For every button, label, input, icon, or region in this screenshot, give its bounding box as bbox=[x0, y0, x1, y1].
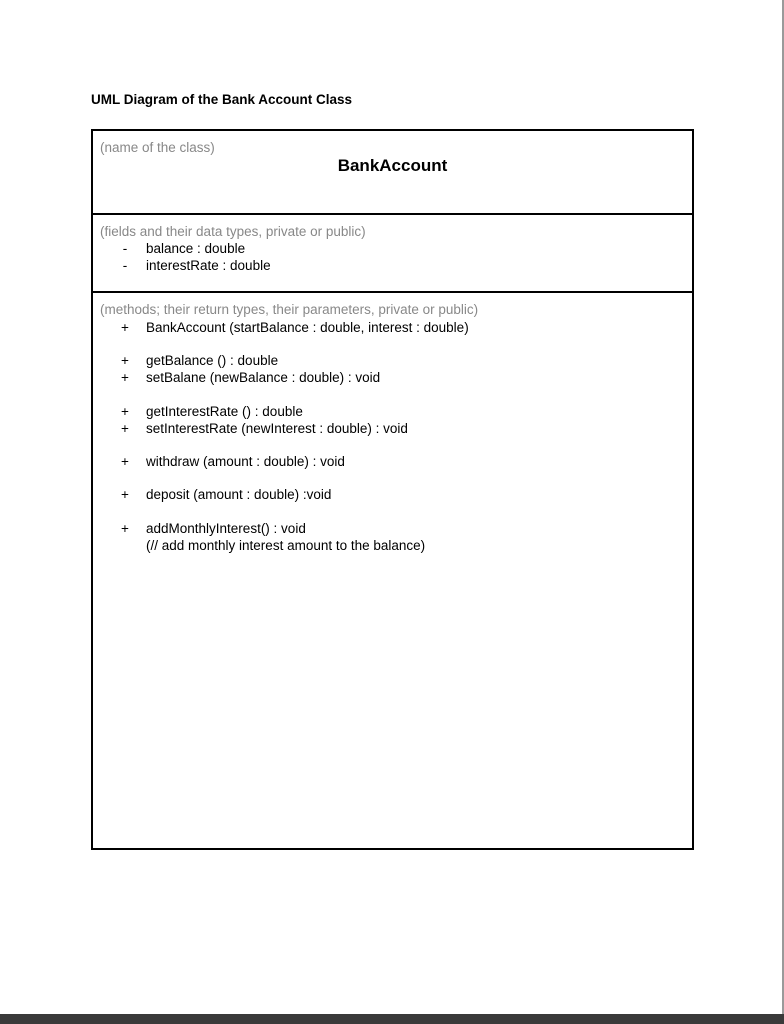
method-signature: BankAccount (startBalance : double, interest : double) bbox=[146, 320, 469, 335]
method-signature: deposit (amount : double) :void bbox=[146, 487, 332, 502]
fields-hint: (fields and their data types, private or public) bbox=[100, 224, 366, 239]
method-signature: getInterestRate () : double bbox=[146, 404, 303, 419]
method-signature: getBalance () : double bbox=[146, 353, 279, 368]
method-signature: setInterestRate (newInterest : double) : void bbox=[146, 421, 408, 436]
field-signature: balance : double bbox=[146, 241, 246, 256]
methods-hint: (methods; their return types, their parameters, private or public) bbox=[100, 302, 479, 317]
method-row-add-monthly-interest bbox=[93, 520, 692, 537]
bottom-bar bbox=[0, 1014, 784, 1024]
public-visibility-marker: + bbox=[121, 320, 129, 335]
public-visibility-marker: + bbox=[121, 404, 129, 419]
field-row-balance bbox=[93, 240, 692, 257]
method-row-set-balance bbox=[93, 369, 692, 386]
method-comment: (// add monthly interest amount to the balance) bbox=[146, 538, 426, 553]
field-row-interest-rate bbox=[93, 257, 692, 274]
method-row-set-interest-rate bbox=[93, 420, 692, 437]
class-name-hint: (name of the class) bbox=[100, 140, 215, 155]
public-visibility-marker: + bbox=[121, 370, 129, 385]
fields-section bbox=[93, 215, 692, 293]
public-visibility-marker: + bbox=[121, 521, 129, 536]
private-visibility-marker: - bbox=[122, 258, 128, 273]
class-name: BankAccount bbox=[337, 156, 448, 175]
uml-class-box bbox=[91, 129, 694, 850]
field-signature: interestRate : double bbox=[146, 258, 271, 273]
method-row-get-balance bbox=[93, 352, 692, 369]
class-name-section bbox=[93, 131, 692, 215]
page-heading: UML Diagram of the Bank Account Class bbox=[91, 92, 353, 107]
method-row-withdraw bbox=[93, 453, 692, 470]
method-signature: setBalane (newBalance : double) : void bbox=[146, 370, 381, 385]
public-visibility-marker: + bbox=[121, 487, 129, 502]
methods-section bbox=[93, 293, 692, 848]
private-visibility-marker: - bbox=[122, 241, 128, 256]
method-signature: addMonthlyInterest() : void bbox=[146, 521, 306, 536]
method-signature: withdraw (amount : double) : void bbox=[146, 454, 345, 469]
method-row-get-interest-rate bbox=[93, 403, 692, 420]
public-visibility-marker: + bbox=[121, 454, 129, 469]
public-visibility-marker: + bbox=[121, 353, 129, 368]
method-row-constructor bbox=[93, 319, 692, 336]
public-visibility-marker: + bbox=[121, 421, 129, 436]
method-row-deposit bbox=[93, 486, 692, 503]
